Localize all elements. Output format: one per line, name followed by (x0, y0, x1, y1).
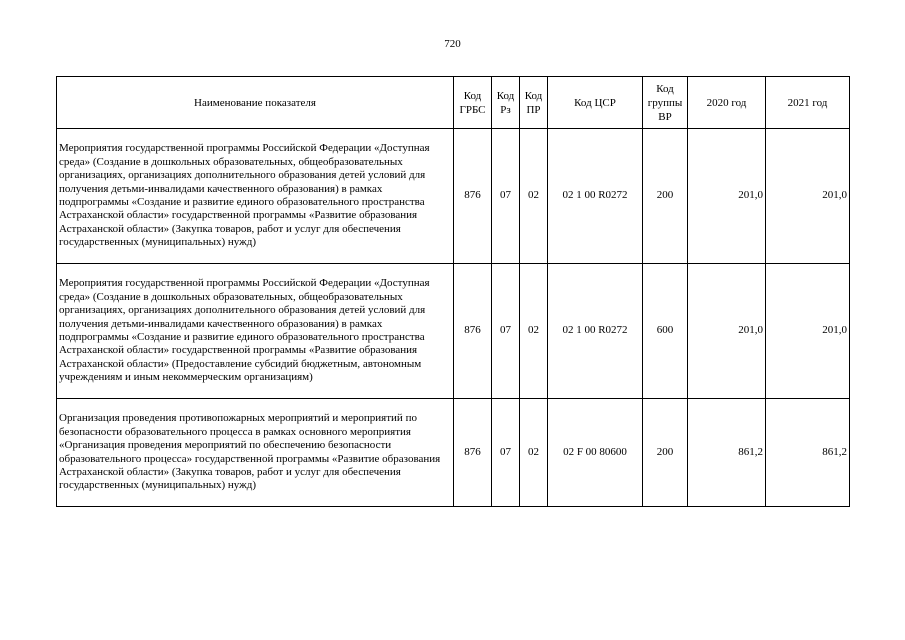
row-csr: 02 1 00 R0272 (548, 129, 643, 264)
row-name: Мероприятия государственной программы Российской Федерации «Доступная среда» (Создание в дошкольных образовательных, общеобразовательных организациях, организациях дополнительного образования детей условий для получения детьми-инвалидами качественного образования) в рамках подпрограммы «Создание и развитие единого образовательного пространства Астраханской области» государственной программы «Развитие образования Астраханской области» (Закупка товаров, работ и услуг для обеспечения государственных (муниципальных) нужд) (57, 129, 454, 264)
header-grbs: Код ГРБС (454, 77, 492, 129)
header-csr: Код ЦСР (548, 77, 643, 129)
row-rz: 07 (492, 264, 520, 399)
row-grbs: 876 (454, 129, 492, 264)
row-grbs: 876 (454, 264, 492, 399)
row-grbs: 876 (454, 399, 492, 507)
row-2021: 201,0 (766, 129, 850, 264)
row-pr: 02 (520, 129, 548, 264)
header-pr: Код ПР (520, 77, 548, 129)
header-2020: 2020 год (688, 77, 766, 129)
row-csr: 02 1 00 R0272 (548, 264, 643, 399)
table-row (57, 399, 850, 507)
header-rz: Код Рз (492, 77, 520, 129)
header-vr: Код группы ВР (643, 77, 688, 129)
row-2021: 861,2 (766, 399, 850, 507)
row-name: Мероприятия государственной программы Российской Федерации «Доступная среда» (Создание в дошкольных образовательных, общеобразовательных организациях, организациях дополнительного образования детей условий для получения детьми-инвалидами качественного образования) в рамках подпрограммы «Создание и развитие единого образовательного пространства Астраханской области» государственной программы «Развитие образования Астраханской области» (Предоставление субсидий бюджетным, автономным учреждениям и иным некоммерческим организациям) (57, 264, 454, 399)
row-pr: 02 (520, 399, 548, 507)
row-rz: 07 (492, 399, 520, 507)
header-name: Наименование показателя (57, 77, 454, 129)
page-number: 720 (444, 38, 461, 50)
table-row (57, 129, 850, 264)
row-vr: 600 (643, 264, 688, 399)
table-row (57, 264, 850, 399)
row-2020: 201,0 (688, 264, 766, 399)
row-pr: 02 (520, 264, 548, 399)
row-csr: 02 F 00 80600 (548, 399, 643, 507)
row-name: Организация проведения противопожарных мероприятий и мероприятий по безопасности образовательного процесса в рамках основного мероприятия «Организация проведения мероприятий по обеспечению безопасности образовательного процесса» государственной программы «Развитие образования Астраханской области» (Закупка товаров, работ и услуг для обеспечения государственных (муниципальных) нужд) (57, 399, 454, 507)
header-2021: 2021 год (766, 77, 850, 129)
table-header-row (57, 77, 850, 129)
row-2020: 861,2 (688, 399, 766, 507)
row-2021: 201,0 (766, 264, 850, 399)
row-vr: 200 (643, 129, 688, 264)
row-rz: 07 (492, 129, 520, 264)
row-vr: 200 (643, 399, 688, 507)
row-2020: 201,0 (688, 129, 766, 264)
budget-table (56, 76, 850, 507)
